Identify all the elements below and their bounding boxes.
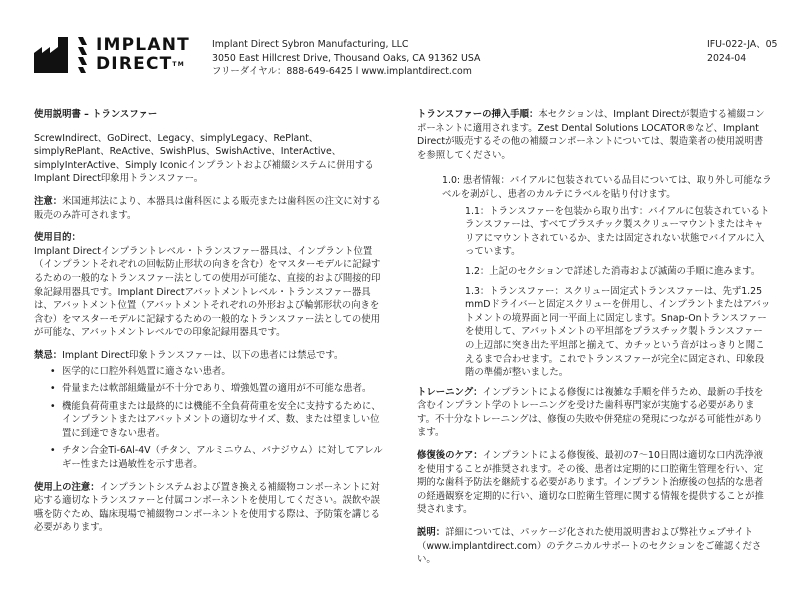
purpose-label: 使用目的： <box>34 232 81 244</box>
document-reference <box>707 38 778 65</box>
step-1-2: 1.2：上記のセクションで詳述した消毒および滅菌の手順に進みます。 <box>465 265 761 277</box>
precautions-text: インプラントシステムおよび置き換える補綴物コンポーネントに対応する適切なトランスファーと付属コンポーネントを使用してください。誤飲や誤嚥を防ぐため、臨床現場で補綴物コンポーネントを使用する際は、予防策を講じる必要があります。 <box>34 481 381 534</box>
caution-paragraph <box>34 195 384 222</box>
training-text: インプラントによる修復には複雑な手順を伴うため、最新の手技を含むインプラント学のトレーニングを受けた歯科専門家が実施する必要があります。不十分なトレーニングは、修復の失敗や併発症の発現につながる可能性があります。 <box>417 386 764 439</box>
caution-text: 米国連邦法により、本器具は歯科医による販売または歯科医の注文に対する販売のみ許可されます。 <box>34 195 381 221</box>
explanation-text: 詳細については、パッケージ化された使用説明書および弊社ウェブサイト（www.implantdirect.com）のテクニカルサポートのセクションをご確認ください。 <box>417 527 762 566</box>
step-1-1: 1.1：トランスファーを包装から取り出す：バイアルに包装されているトランスファーは、すべてプラスチック製スクリューマウントまたはキャリアにマウントされているか、または固定されない状態でバイアルに入っています。 <box>465 205 770 258</box>
brand-line-2: DIRECT <box>96 54 173 74</box>
contraindications-label: 禁忌： <box>34 349 63 361</box>
insertion-label: トランスファーの挿入手順： <box>417 109 539 120</box>
explanation-label: 説明： <box>417 527 446 539</box>
aftercare-paragraph <box>417 449 772 517</box>
factory-icon <box>34 37 68 73</box>
document-date: 2024-04 <box>707 52 747 64</box>
list-item: • 機能負荷荷重または最終的には機能不全負荷荷重を安全に支持するために、インプラントまたはアバットメントの適切なサイズ、数、または望ましい位置に到達できない患者。 <box>34 400 384 441</box>
implant-direct-logo <box>34 36 190 74</box>
brand-line-1: IMPLANT <box>96 35 190 55</box>
explanation-paragraph <box>417 526 772 567</box>
precautions-paragraph <box>34 481 384 535</box>
list-item: • チタン合金Ti-6Al-4V（チタン、アルミニウム、バナジウム）に対してアレルギー性または過敏性を示す患者。 <box>34 444 384 471</box>
document-id: IFU-022-JA、05 <box>707 39 778 50</box>
aftercare-text: インプラントによる修復後、最初の7〜10日間は適切な口内洗浄液を使用することが推奨されます。その後、患者は定期的に口腔衛生管理を行い、定期的な歯科予防法を継続する必要があります。インプラント治療後の包括的な患者の経過観察を定期的に行い、適切な口腔衛生管理に関する情報を提供することが推奨されます。 <box>417 450 764 516</box>
trademark: TM <box>172 61 185 68</box>
step-1-3: 1.3：トランスファー：スクリュー固定式トランスファーは、先ず1.25 mmDドライバーと固定スクリューを併用し、インプラントまたはアバットメントの境界面と同一平面上に固定します。Snap-Onトランスファーを使用して、アバットメントの平坦部をプラスチック製トランスファーの上辺部に突き出た平坦部と揃えて、カチッという音がはっきりと聞こえるまで合わせます。これでトランスファーが完全に固定され、印象段階の準備が整いました。 <box>465 285 771 379</box>
company-contact: フリーダイヤル：888-649-6425 l www.implantdirect.com <box>212 66 472 77</box>
document-title: 使用説明書 – トランスファー <box>34 109 158 120</box>
insertion-paragraph <box>417 108 772 162</box>
contraindications-intro: Implant Direct印象トランスファーは、以下の患者には禁忌です。 <box>62 349 344 361</box>
purpose-paragraph <box>34 231 384 340</box>
purpose-text: Implant Directインプラントレベル・トランスファー器具は、インプラント位置（インプラントそれぞれの回転防止形状の向きを含む）をマスターモデルに記録するための一般的なトランスファー法としての使用が可能な、直接的および間接的印象記録用器具です。Implant Directアバットメントレベル・トランスファー器具は、アバットメント位置（アバットメントそれぞれの外形および輪郭形状の向きを含む）をマスターモデルに記録するための一般的なトランスファー法としての使用が可能な、アバットメントレベルでの印象記録用器具です。 <box>34 245 381 339</box>
left-column <box>34 108 384 544</box>
precautions-label: 使用上の注意： <box>34 481 100 493</box>
company-address: 3050 East Hillcrest Drive, Thousand Oaks, CA 91362 USA <box>212 52 481 64</box>
list-item: • 骨量または軟部組織量が不十分であり、増強処置の適用が不可能な患者。 <box>34 382 384 396</box>
company-name: Implant Direct Sybron Manufacturing, LLC <box>212 39 409 50</box>
aftercare-label: 修復後のケア： <box>417 450 483 462</box>
contraindications-list <box>34 365 384 472</box>
training-paragraph <box>417 386 772 440</box>
caution-label: 注意： <box>34 195 63 207</box>
brand-wordmark <box>96 36 190 74</box>
training-label: トレーニング： <box>417 386 483 398</box>
step-1-0: 1.0: 患者情報：バイアルに包装されている品目については、取り外し可能なラベルを剥がし、患者のカルテにラベルを貼り付けます。 <box>442 175 772 200</box>
company-address-block <box>212 38 480 79</box>
right-column <box>417 108 772 576</box>
list-item: • 医学的に口腔外科処置に適さない患者。 <box>34 365 384 379</box>
contraindications-paragraph <box>34 349 384 363</box>
compatible-systems: ScrewIndirect、GoDirect、Legacy、simplyLegacy、RePlant、simplyRePlant、ReActive、SwishPlus、SwishActive、InterActive、simplyInterActive、Simply Iconicインプラントおよび補綴システムに併用するImplant Direct印象用トランスファー。 <box>34 132 374 185</box>
insertion-text: 本セクションは、Implant Directが製造する補綴コンポーネントに適用されます。Zest Dental Solutions LOCATOR®など、Implant Directが販売するその他の補綴コンポーネントについては、製造業者の使用説明書を参照してください。 <box>417 109 765 161</box>
logo-stripes-icon <box>78 37 92 73</box>
